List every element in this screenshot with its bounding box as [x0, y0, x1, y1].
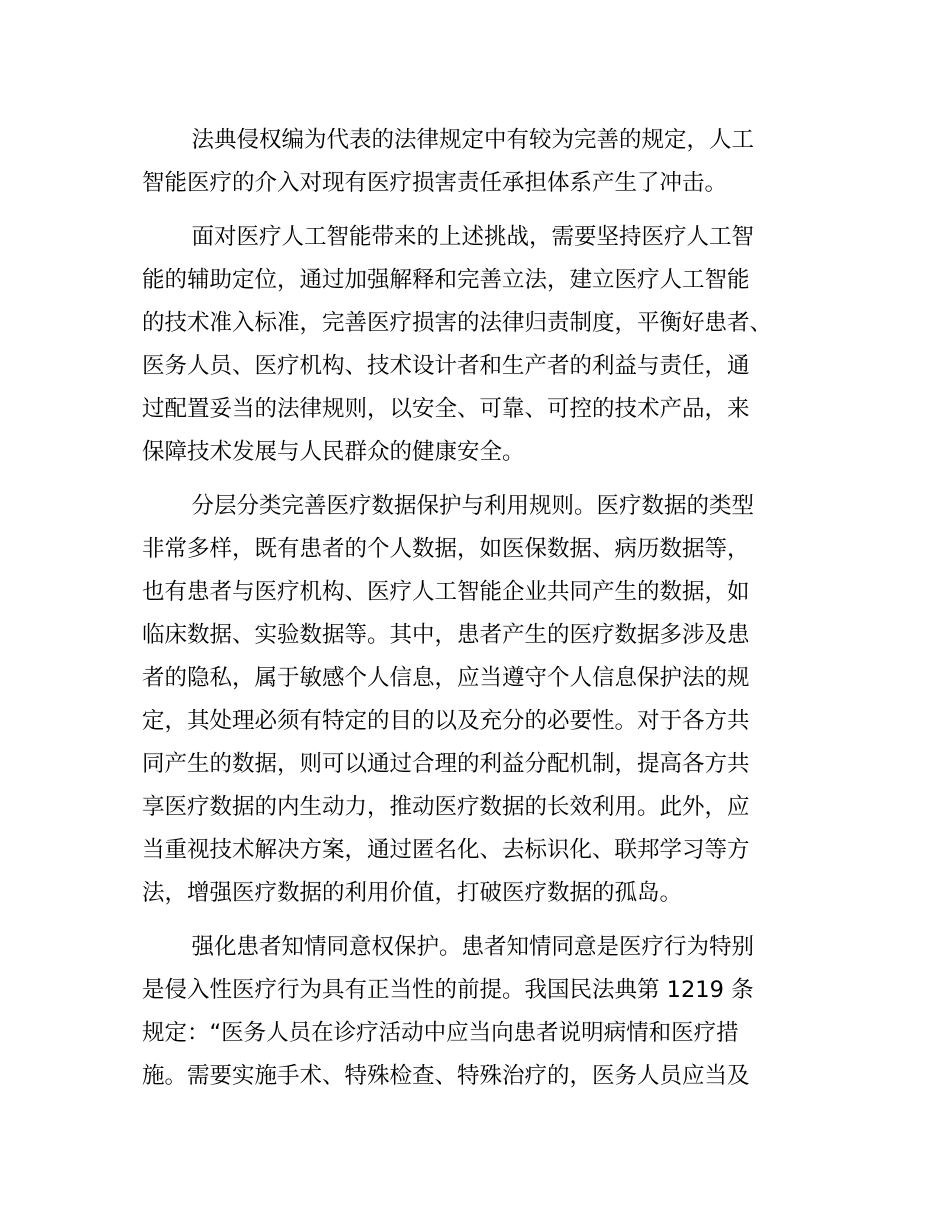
text-line: 的技术准入标准，完善医疗损害的法律归责制度，平衡好患者、 — [142, 310, 773, 336]
text-line: 强化患者知情同意权保护。患者知情同意是医疗行为特别 — [191, 934, 755, 960]
text-line: 享医疗数据的内生动力，推动医疗数据的长效利用。此外，应 — [142, 794, 750, 820]
text-line: 能的辅助定位，通过加强解释和完善立法，建立医疗人工智能 — [142, 267, 750, 293]
text-line: 过配置妥当的法律规则，以安全、可靠、可控的技术产品，来 — [142, 396, 750, 422]
text-line: 规定：“医务人员在诊疗活动中应当向患者说明病情和医疗措 — [142, 1020, 739, 1046]
text-line: 也有患者与医疗机构、医疗人工智能企业共同产生的数据，如 — [142, 579, 750, 605]
paragraph-1 — [142, 119, 812, 205]
text-line: 保障技术发展与人民群众的健康安全。 — [142, 439, 525, 465]
text-line: 智能医疗的介入对现有医疗损害责任承担体系产生了冲击。 — [142, 170, 728, 196]
text-line: 法典侵权编为代表的法律规定中有较为完善的规定，人工 — [191, 127, 755, 153]
text-line: 法，增强医疗数据的利用价值，打破医疗数据的孤岛。 — [142, 880, 683, 906]
text-line: 分层分类完善医疗数据保护与利用规则。医疗数据的类型 — [191, 493, 755, 519]
text-line: 医务人员、医疗机构、技术设计者和生产者的利益与责任，通 — [142, 353, 750, 379]
paragraph-4 — [142, 926, 812, 1098]
paragraph-3 — [142, 485, 812, 915]
text-line: 当重视技术解决方案，通过匿名化、去标识化、联邦学习等方 — [142, 837, 750, 863]
text-line: 非常多样，既有患者的个人数据，如医保数据、病历数据等， — [142, 536, 750, 562]
text-line: 定，其处理必须有特定的目的以及充分的必要性。对于各方共 — [142, 708, 750, 734]
text-line: 面对医疗人工智能带来的上述挑战，需要坚持医疗人工智 — [191, 224, 755, 250]
text-line: 者的隐私，属于敏感个人信息，应当遵守个人信息保护法的规 — [142, 665, 750, 691]
text-line: 同产生的数据，则可以通过合理的利益分配机制，提高各方共 — [142, 751, 750, 777]
text-line: 临床数据、实验数据等。其中，患者产生的医疗数据多涉及患 — [142, 622, 750, 648]
text-line: 是侵入性医疗行为具有正当性的前提。我国民法典第 1219 条 — [142, 977, 754, 1003]
text-line: 施。需要实施手术、特殊检查、特殊治疗的，医务人员应当及 — [142, 1063, 750, 1089]
paragraph-2 — [142, 216, 812, 474]
document-body — [142, 119, 812, 1109]
